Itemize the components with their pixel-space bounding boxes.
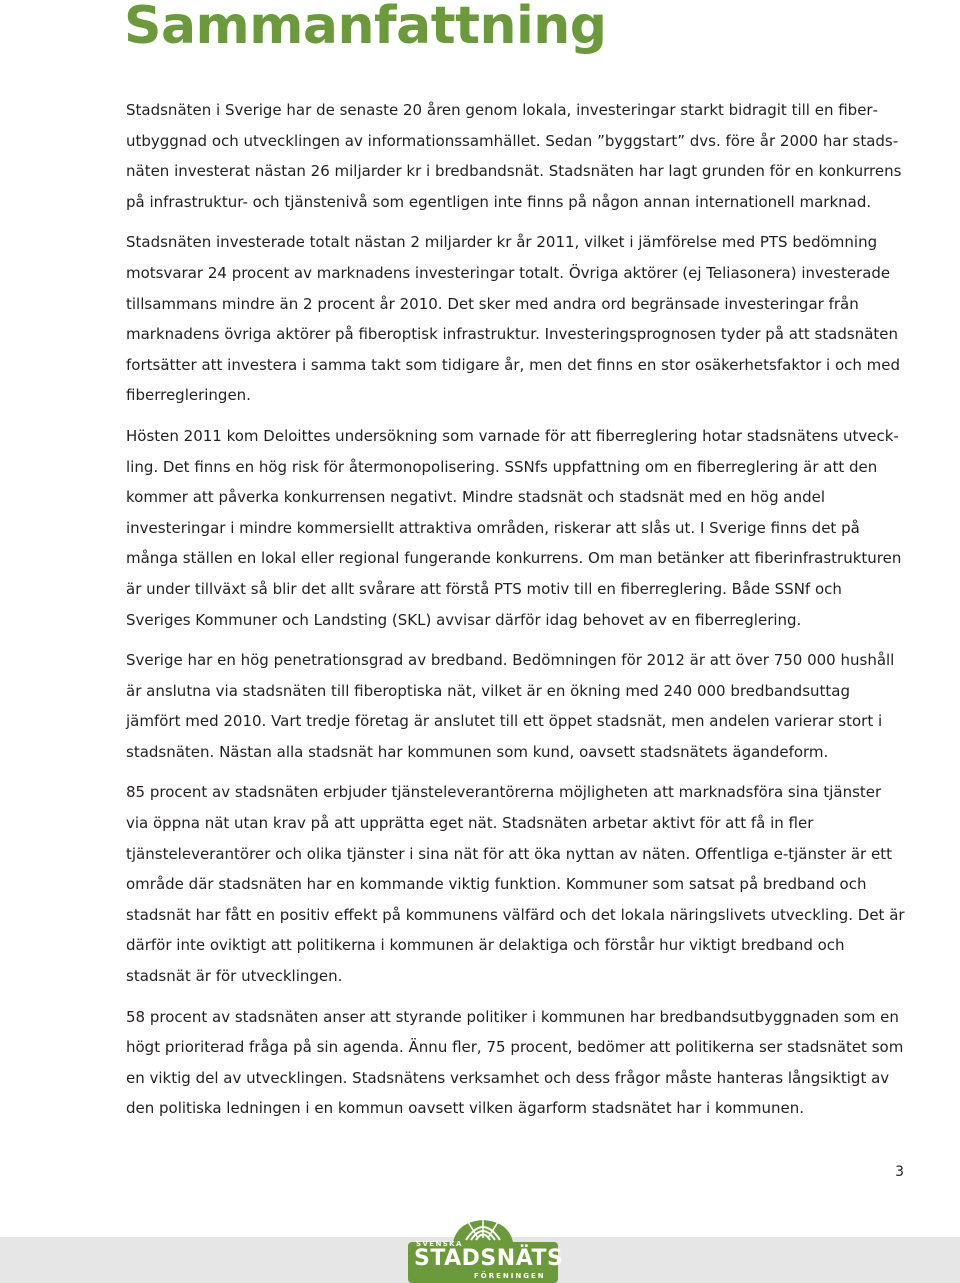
paragraph-2: Stadsnäten investerade totalt nästan 2 miljarder kr år 2011, vilket i jämförelse med PTS bedömning motsvarar 24 procent av marknadens investeringar totalt. Övriga aktörer (ej Teliasonera) investerade tillsammans mindre än 2 procent år 2010. Det sker med andra ord begränsade investeringar från marknadens övriga aktörer på fiberoptisk infrastruktur. Investeringsprognosen tyder på att stadsnäten fortsätter att investera i samma takt som tidigare år, men det finns en stor osäkerhetsfaktor i och med fiberregleringen. (126, 233, 901, 405)
page-number: 3 (895, 1164, 904, 1180)
logo-text-stadsnats: STADSNÄTS (414, 1246, 564, 1271)
paragraph-5: 85 procent av stadsnäten erbjuder tjänsteleverantörerna möjligheten att marknadsföra sina tjänster via öppna nät utan krav på att upprätta eget nät. Stadsnäten arbetar aktivt för att få in fler tjänsteleverantörer och olika tjänster i sina nät för att öka nyttan av näten. Offentliga e-tjänster är ett område där stadsnäten har en kommande viktig funktion. Kommuner som satsat på bredband och stadsnät har fått en positiv effekt på kommunens välfärd och det lokala näringslivets utveckling. Det är därför inte oviktigt att politikerna i kommunen är delaktiga och förstår hur viktigt bredband och stadsnät är för utvecklingen. (126, 783, 905, 986)
page-title: Sammanfattning (124, 0, 607, 56)
paragraph-3: Hösten 2011 kom Deloittes undersökning som varnade för att fiberreglering hotar stadsnätens utveckling. Det finns en hög risk för återmonopolisering. SSNfs uppfattning om en fiberreglering är att den kommer att påverka konkurrensen negativt. Mindre stadsnät och stadsnät med en hög andel investeringar i mindre kommersiellt attraktiva områden, riskerar att slås ut. I Sverige finns det på många ställen en lokal eller regional fungerande konkurrens. Om man betänker att fiberinfrastrukturen är under tillväxt så blir det allt svårare att förstå PTS motiv till en fiberreglering. Både SSNf och Sveriges Kommuner och Landsting (SKL) avvisar därför idag behovet av en fiberreglering. (126, 426, 902, 629)
paragraph-1: Stadsnäten i Sverige har de senaste 20 åren genom lokala, investeringar starkt bidragit till en fiberutbyggnad och utvecklingen av informationssamhället. Sedan ”byggstart” dvs. före år 2000 har stadsnäten investerat nästan 26 miljarder kr i bredbandsnät. Stadsnäten har lagt grunden för en konkurrens på infrastruktur- och tjänstenivå som egentligen inte finns på någon annan internationell marknad. (126, 101, 902, 211)
paragraph-4: Sverige har en hög penetrationsgrad av bredband. Bedömningen för 2012 är att över 750 000 hushåll är anslutna via stadsnäten till fiberoptiska nät, vilket är en ökning med 240 000 bredbandsuttag jämfört med 2010. Vart tredje företag är anslutet till ett öppet stadsnät, men andelen varierar stort i stadsnäten. Nästan alla stadsnät har kommunen som kund, oavsett stadsnätets ägandeform. (126, 651, 895, 761)
logo-text-svenska: SVENSKA (416, 1240, 463, 1248)
svenska-stadsnatsforeningen-logo (408, 1212, 564, 1283)
paragraph-6: 58 procent av stadsnäten anser att styrande politiker i kommunen har bredbandsutbyggnaden som en högt prioriterad fråga på sin agenda. Ännu fler, 75 procent, bedömer att politikerna ser stadsnätet som en viktig del av utvecklingen. Stadsnätens verksamhet och dess frågor måste hanteras långsiktigt av den politiska ledningen i en kommun oavsett vilken ägarform stadsnätet har i kommunen. (126, 1007, 904, 1118)
body-text (126, 95, 906, 1134)
logo-text-foreningen: FÖRENINGEN (474, 1272, 546, 1280)
